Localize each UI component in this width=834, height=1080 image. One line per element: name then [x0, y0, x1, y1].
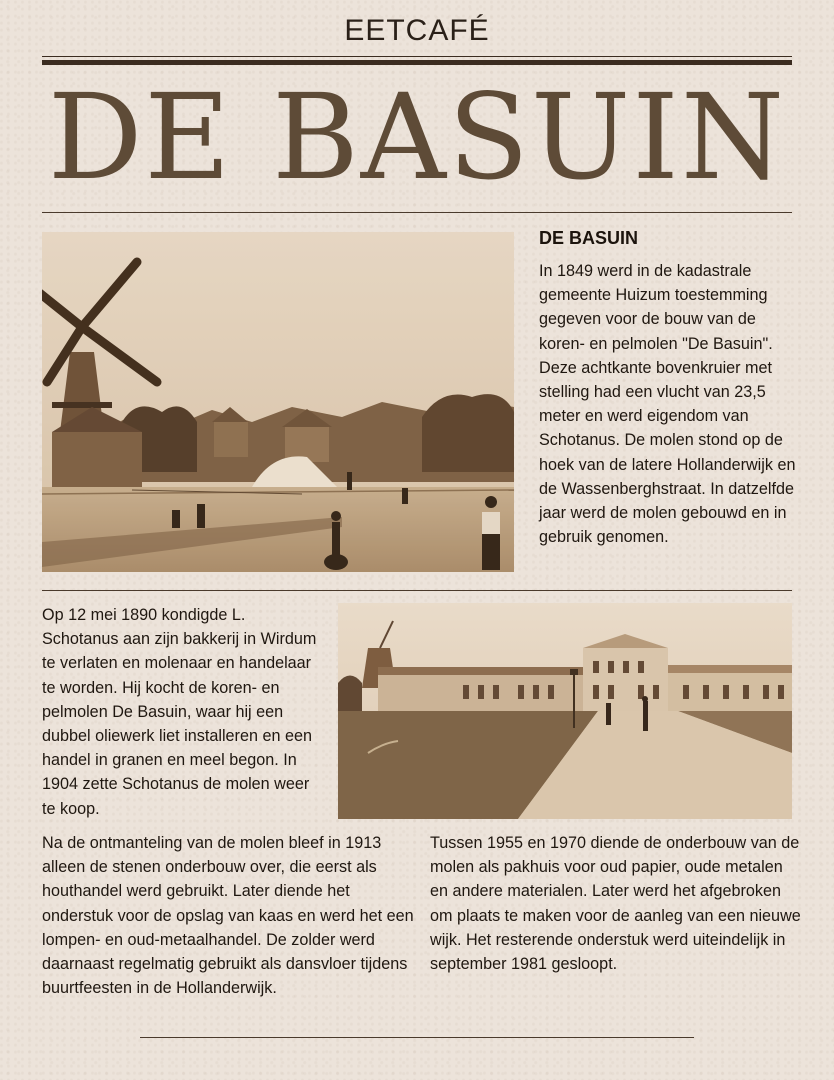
- photo-windmill-tennis: [42, 232, 514, 572]
- kicker-text: EETCAFÉ: [344, 14, 490, 47]
- divider-under-title: [42, 212, 792, 213]
- section3-right-paragraph: Tussen 1955 en 1970 diende de onderbouw van de molen als pakhuis voor oud papier, oude metalen en andere materialen. Later werd het afgebroken om plaats te maken voor de aanleg van een nieuwe wijk. Het resterende onderstuk werd uiteindelijk in september 1981 gesloopt.: [430, 834, 801, 974]
- section2-paragraph: Op 12 mei 1890 kondigde L. Schotanus aan zijn bakkerij in Wirdum te verlaten en molenaar en handelaar te worden. Hij kocht de koren- en pelmolen De Basuin, waar hij een dubbel oliewerk liet installeren en een handel in granen en meel begon. In 1904 zette Schotanus de molen weer te koop.: [42, 606, 317, 818]
- masthead-title: DE BASUIN: [47, 68, 787, 206]
- divider-bottom: [140, 1037, 694, 1038]
- divider-top-thick: [42, 60, 792, 65]
- section-heading: DE BASUIN: [539, 228, 639, 248]
- divider-top-thin: [42, 56, 792, 57]
- section3-left-paragraph: Na de ontmanteling van de molen bleef in 1913 alleen de stenen onderbouw over, die eerst als houthandel werd gebruikt. Later diende het onderstuk voor de opslag van kaas en werd het een lompen- en oud-metaalhandel. De zolder werd daarnaast regelmatig gebruikt als dansvloer tijdens buurtfeesten in de Hollanderwijk.: [42, 834, 414, 998]
- photo-mill-building-street: [338, 603, 792, 819]
- divider-middle: [42, 590, 792, 591]
- section1-paragraph: In 1849 werd in de kadastrale gemeente Huizum toestemming gegeven voor de bouw van de koren- en pelmolen "De Basuin". Deze achtkante bovenkruier met stelling had een vlucht van 23,5 meter en werd eigendom van Schotanus. De molen stond op de hoek van de latere Hollanderwijk en de Wassenberghstraat. In datzelfde jaar werd de molen gebouwd en in gebruik genomen.: [539, 262, 796, 547]
